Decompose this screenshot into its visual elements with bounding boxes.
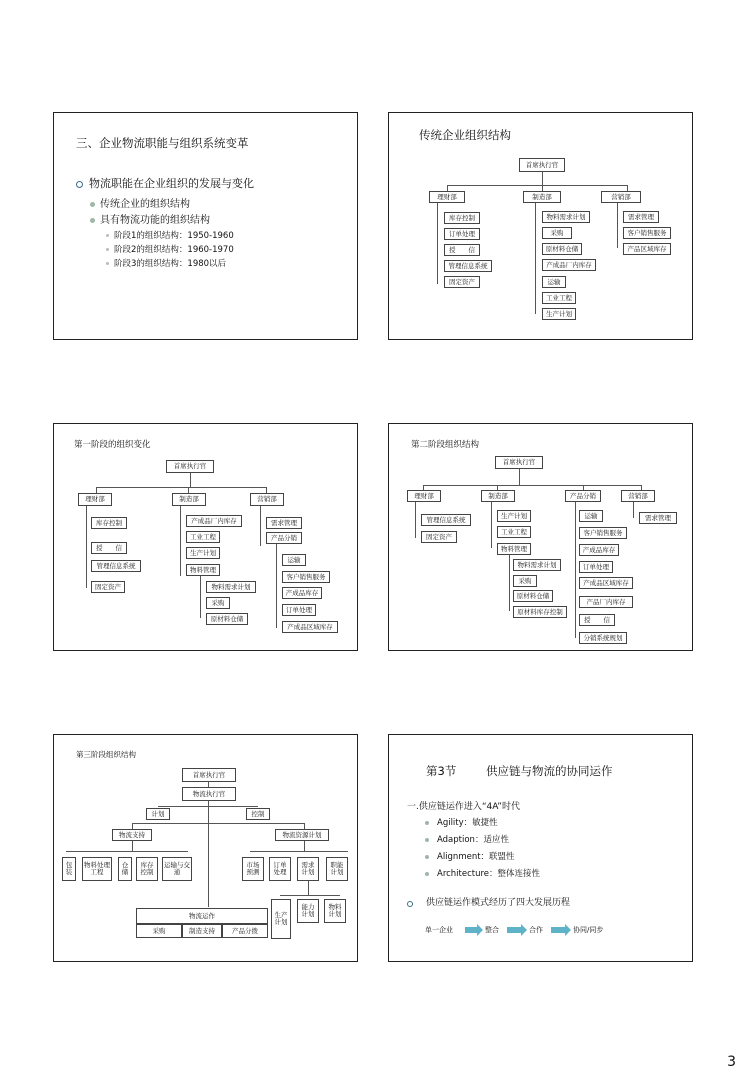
dot-bullet-icon xyxy=(425,838,429,842)
flow-step: 整合 xyxy=(485,926,499,934)
org-node: 生产计划 xyxy=(271,899,291,939)
slide-stage3-org xyxy=(53,734,358,962)
org-node-dept: 营销部 xyxy=(621,490,655,502)
slide-title: 第三阶段组织结构 xyxy=(76,750,136,759)
org-node: 物流支持 xyxy=(112,829,152,841)
org-node: 产成品区域库存 xyxy=(579,577,633,589)
org-node-ceo: 首席执行官 xyxy=(182,768,236,782)
slide-supply-chain xyxy=(388,734,693,962)
org-node: 授 信 xyxy=(444,244,480,256)
org-node: 需求管理 xyxy=(266,517,302,529)
org-node-dept: 理财部 xyxy=(407,490,441,502)
arrow-right-icon xyxy=(465,927,477,933)
dot-bullet-icon xyxy=(425,855,429,859)
org-node-lo: 物流执行官 xyxy=(182,787,236,801)
org-node: 管理信息系统 xyxy=(444,260,492,272)
slide-title: 三、企业物流职能与组织系统变革 xyxy=(76,136,249,150)
org-node: 原材料仓储 xyxy=(542,243,582,255)
org-node: 包装 xyxy=(62,857,76,881)
org-node-dept: 营销部 xyxy=(601,191,641,203)
org-node-dept: 制造部 xyxy=(172,493,206,506)
dot-bullet-icon xyxy=(106,262,109,265)
flow-step: 协同/同步 xyxy=(573,926,604,934)
org-node-dept: 理财部 xyxy=(429,191,465,203)
org-node-ceo: 首席执行官 xyxy=(519,158,565,172)
org-node: 产成品库存 xyxy=(579,544,619,556)
org-node: 授 信 xyxy=(579,614,615,626)
org-node: 产品区域库存 xyxy=(623,243,671,255)
slide-title: 第二阶段组织结构 xyxy=(411,440,480,450)
org-node: 原材料库存控制 xyxy=(513,606,567,618)
org-node: 物料管理 xyxy=(186,564,220,576)
slide-title: 传统企业组织结构 xyxy=(419,128,511,142)
org-node: 产成品厂内库存 xyxy=(542,259,596,271)
org-node: 物料处理工程 xyxy=(82,857,112,881)
org-node: 采购 xyxy=(206,597,230,609)
org-node: 订单处理 xyxy=(444,228,480,240)
org-node: 控制 xyxy=(246,808,270,820)
org-node-ops: 物流运作 xyxy=(136,908,268,924)
org-node: 运输 xyxy=(542,276,566,288)
org-node: 采购 xyxy=(136,924,182,938)
dot-bullet-icon xyxy=(425,821,429,825)
org-node: 库存控制 xyxy=(136,857,158,881)
org-node: 物流资源计划 xyxy=(275,829,329,841)
org-node: 分销系统规划 xyxy=(579,632,627,644)
section-number: 第3节 xyxy=(426,764,457,778)
org-node: 固定资产 xyxy=(91,581,125,593)
slide-title: 第一阶段的组织变化 xyxy=(74,440,151,450)
list-item: Alignment：联盟性 xyxy=(425,850,515,862)
bullet-level3: 阶段3的组织结构：1980以后 xyxy=(106,257,226,269)
org-node: 计划 xyxy=(146,808,170,820)
ring-bullet-icon xyxy=(407,901,413,907)
org-node: 物料需求计划 xyxy=(206,581,256,593)
flow-step: 合作 xyxy=(529,926,543,934)
dot-bullet-icon xyxy=(106,248,109,251)
org-node: 工业工程 xyxy=(186,531,220,543)
org-node: 原材料仓储 xyxy=(206,613,248,625)
org-node-ceo: 首席执行官 xyxy=(166,460,214,473)
org-node: 管理信息系统 xyxy=(421,514,471,526)
org-node: 原材料仓储 xyxy=(513,590,553,602)
org-node-dept: 产品分销 xyxy=(565,490,601,502)
org-node: 产成品厂内库存 xyxy=(186,515,242,527)
heading: 供应链运作模式经历了四大发展历程 xyxy=(426,898,571,908)
slide-stage1-org xyxy=(53,423,358,651)
slide-title: 供应链与物流的协同运作 xyxy=(486,764,613,778)
org-node: 订单处理 xyxy=(269,857,291,881)
bullet-level2: 传统企业的组织结构 xyxy=(90,195,190,210)
bullet-level2: 具有物流功能的组织结构 xyxy=(90,211,210,226)
org-node: 订单处理 xyxy=(579,561,613,573)
org-node: 产品分销 xyxy=(266,532,302,544)
org-node: 产品分拨 xyxy=(222,924,268,938)
slide-traditional-org xyxy=(388,112,693,340)
arrow-right-icon xyxy=(551,927,565,933)
org-node: 授 信 xyxy=(91,542,127,554)
org-node: 需求管理 xyxy=(639,512,677,524)
dot-bullet-icon xyxy=(90,218,95,223)
org-node: 采购 xyxy=(542,227,572,239)
org-node: 客户销售服务 xyxy=(579,527,627,539)
arrow-right-icon xyxy=(507,927,521,933)
org-node: 制造支持 xyxy=(182,924,222,938)
bullet-level3: 阶段2的组织结构：1960-1970 xyxy=(106,243,234,255)
org-node-ceo: 首席执行官 xyxy=(495,456,543,469)
org-node: 物料计划 xyxy=(324,899,346,923)
org-node: 运输 xyxy=(282,554,306,566)
heading: 一.供应链运作进入“4A”时代 xyxy=(407,802,520,812)
org-node: 物料需求计划 xyxy=(513,559,561,571)
org-node: 产成品区域库存 xyxy=(282,621,338,633)
org-node: 工业工程 xyxy=(497,526,531,538)
org-node: 运输与交通 xyxy=(162,857,192,881)
org-node-dept: 营销部 xyxy=(250,493,284,506)
org-node: 产品厂内库存 xyxy=(579,596,633,608)
slide-logistics-function xyxy=(53,112,358,340)
list-item: Adaption：适应性 xyxy=(425,833,509,845)
org-node: 客户销售服务 xyxy=(623,227,671,239)
org-node: 能力计划 xyxy=(297,899,319,923)
org-node: 产成品库存 xyxy=(282,587,322,599)
org-node: 工业工程 xyxy=(542,292,576,304)
org-node: 管理信息系统 xyxy=(91,560,141,572)
org-node: 需求计划 xyxy=(297,857,319,881)
org-node: 仓储 xyxy=(118,857,132,881)
org-node: 运输 xyxy=(579,510,603,522)
org-node: 市场预测 xyxy=(242,857,264,881)
org-node: 生产计划 xyxy=(497,510,531,522)
page-number: 3 xyxy=(727,1054,736,1070)
org-node-dept: 理财部 xyxy=(78,493,112,506)
org-node: 固定资产 xyxy=(421,531,457,543)
org-node: 生产计划 xyxy=(542,308,576,320)
list-item: Agility：敏捷性 xyxy=(425,816,498,828)
ring-bullet-icon xyxy=(76,181,83,188)
dot-bullet-icon xyxy=(106,234,109,237)
org-node: 固定资产 xyxy=(444,276,480,288)
bullet-level3: 阶段1的组织结构：1950-1960 xyxy=(106,229,234,241)
org-node: 订单处理 xyxy=(282,604,316,616)
bullet-level1: 物流职能在企业组织的发展与变化 xyxy=(76,175,254,191)
dot-bullet-icon xyxy=(425,872,429,876)
dot-bullet-icon xyxy=(90,202,95,207)
org-node: 采购 xyxy=(513,575,537,587)
org-node: 客户销售服务 xyxy=(282,571,330,583)
org-node: 物料需求计划 xyxy=(542,211,590,223)
org-node: 生产计划 xyxy=(186,547,220,559)
flow-step: 单一企业 xyxy=(425,926,453,934)
org-node: 物料管理 xyxy=(497,543,531,555)
list-item: Architecture：整体连接性 xyxy=(425,867,540,879)
org-node: 库存控制 xyxy=(444,212,480,224)
slide-stage2-org xyxy=(388,423,693,651)
org-node: 职能计划 xyxy=(326,857,348,881)
org-node-dept: 制造部 xyxy=(523,191,561,203)
org-node: 需求管理 xyxy=(623,211,659,223)
org-node-dept: 制造部 xyxy=(481,490,515,502)
org-node: 库存控制 xyxy=(91,517,127,529)
